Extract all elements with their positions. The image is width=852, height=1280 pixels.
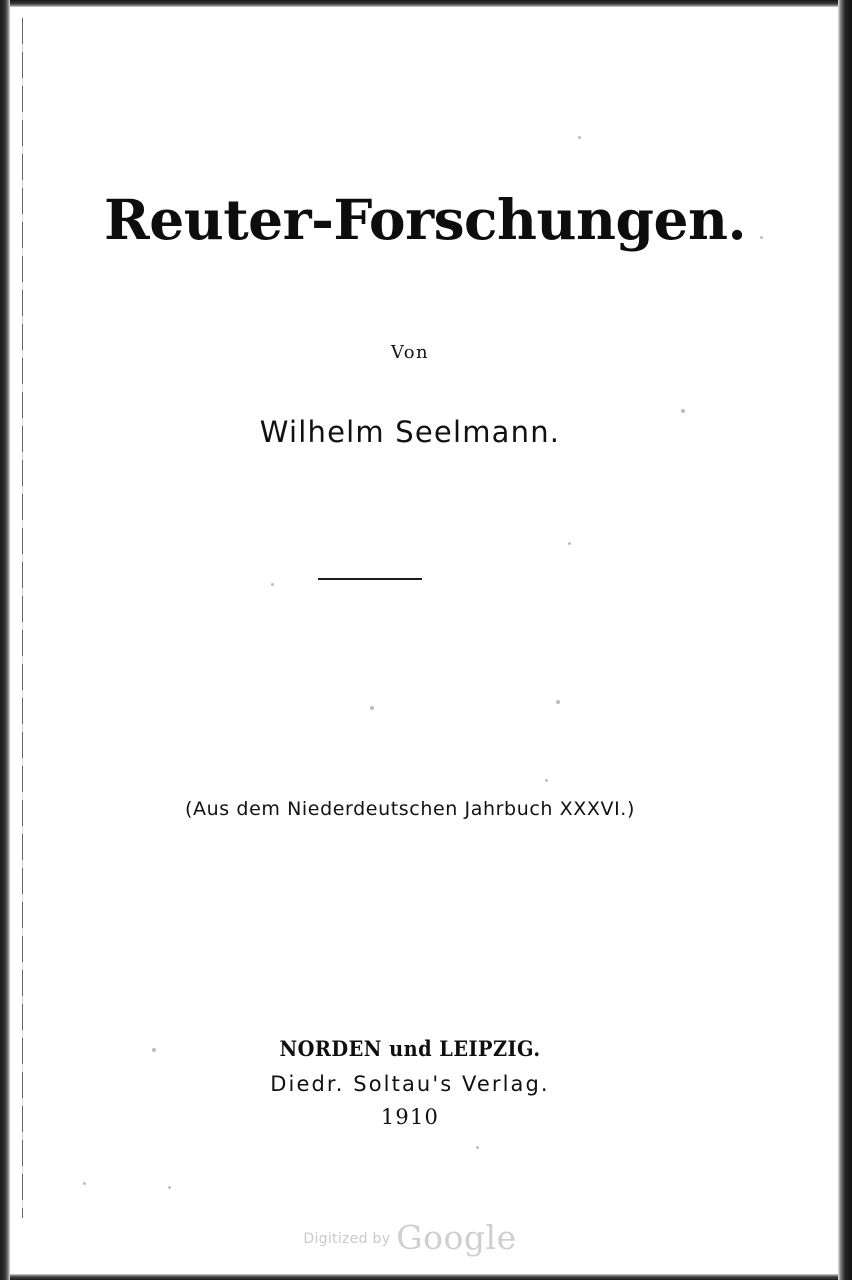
scan-speck xyxy=(83,1182,86,1185)
imprint-block xyxy=(0,1036,820,1129)
scan-speck xyxy=(760,236,763,239)
scan-speck xyxy=(556,700,560,704)
author-name: Wilhelm Seelmann. xyxy=(259,415,561,449)
scan-speck xyxy=(568,542,571,545)
scan-speck xyxy=(476,1146,479,1149)
imprint-place: NORDEN und LEIPZIG. xyxy=(279,1036,541,1061)
scan-speck xyxy=(370,706,374,710)
imprint-year: 1910 xyxy=(380,1105,440,1129)
series-note: (Aus dem Niederdeutschen Jahrbuch XXXVI.) xyxy=(185,798,635,820)
scan-speck xyxy=(271,583,274,586)
scan-speck xyxy=(681,409,685,413)
imprint-publisher: Diedr. Soltau's Verlag. xyxy=(270,1072,550,1096)
byline-label: Von xyxy=(390,342,430,363)
scan-speck xyxy=(152,1048,156,1052)
page-title: Reuter-Forschungen. xyxy=(104,187,747,252)
scan-speck xyxy=(168,1186,171,1189)
watermark-prefix: Digitized by xyxy=(303,1231,391,1247)
watermark-brand: Google xyxy=(396,1218,517,1257)
divider-rule xyxy=(318,578,422,580)
digitization-watermark xyxy=(0,1218,820,1257)
scan-speck xyxy=(578,136,581,139)
scan-speck xyxy=(545,779,548,782)
